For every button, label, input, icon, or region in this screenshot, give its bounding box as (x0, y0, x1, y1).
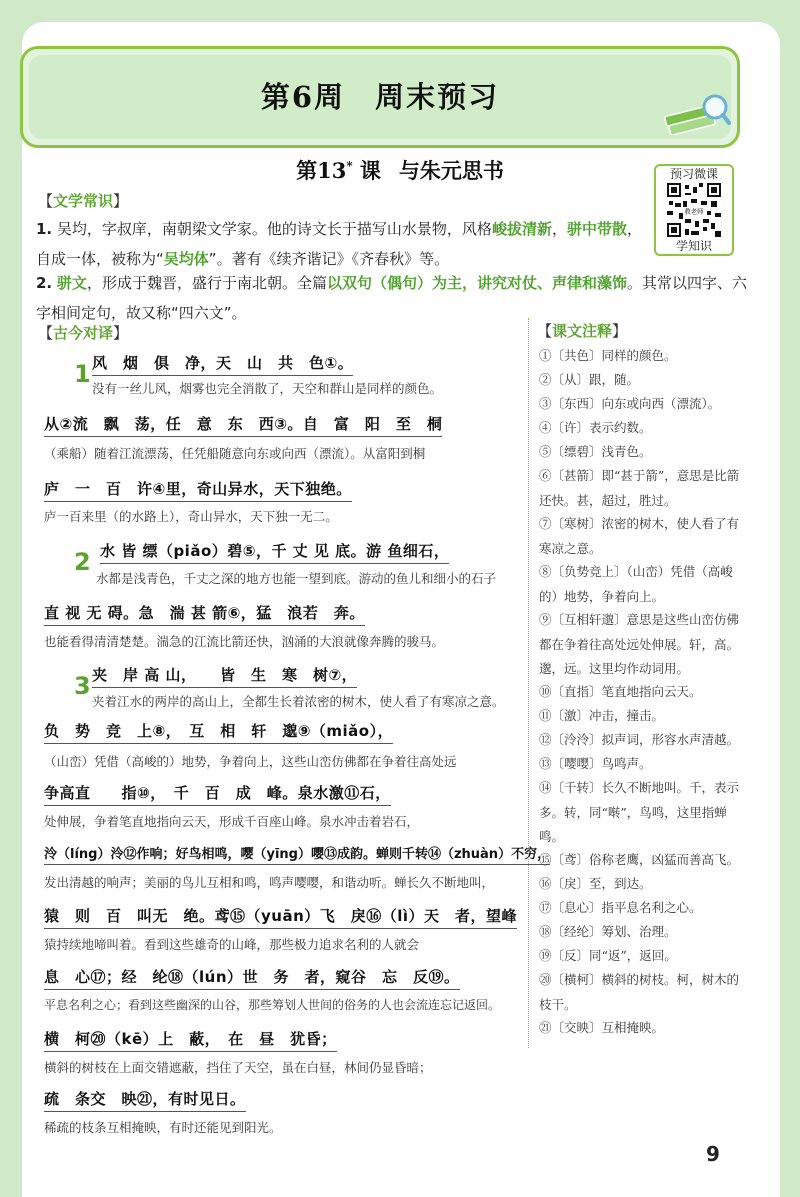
note-item: ⑬〔嘤嘤〕鸟鸣声。 (539, 756, 652, 771)
note-item: ⑥〔甚箭〕即“甚于箭”，意思是比箭还快。甚，超过，胜过。 (539, 468, 740, 508)
paragraph-number: 3 (74, 672, 91, 700)
translation-line: 发出清越的响声；美丽的鸟儿互相和鸣，鸣声嘤嘤，和谐动听。蝉长久不断地叫， (44, 875, 495, 890)
note-item: ⑧〔负势竞上〕（山峦）凭借（高峻的）地势，争着向上。 (539, 564, 733, 604)
literature-item-1: 1. 吴均，字叔庠，南朝梁文学家。他的诗文长于描写山水景物，风格峻拔清新，骈中带散，自成一体，被称为“吴均体”。著有《续齐谐记》《齐春秋》等。 (36, 220, 642, 268)
translation-line: 水都是浅青色，千丈之深的地方也能一望到底。游动的鱼儿和细小的石子 (96, 571, 497, 586)
original-line: 夹 岸 高 山， 皆 生 寒 树⑦， (92, 664, 357, 688)
note-item: ⑦〔寒树〕浓密的树木，使人看了有寒凉之意。 (539, 516, 740, 556)
original-line: 庐 一 百 许④里，奇山异水，天下独绝。 (44, 478, 352, 502)
note-item: ⑰〔息心〕指平息名利之心。 (539, 900, 702, 915)
translation-line: 夹着江水的两岸的高山上，全都生长着浓密的树木，使人看了有寒凉之意。 (92, 694, 505, 709)
paragraph-number: 2 (74, 548, 91, 576)
note-item: ⑮〔鸢〕俗称老鹰，凶猛而善高飞。 (539, 852, 740, 867)
translation-line: （山峦）凭借（高峻的）地势，争着向上，这些山峦仿佛都在争着往高处远 (44, 754, 457, 769)
original-line: 横 柯⑳（kē）上 蔽， 在 昼 犹昏； (44, 1028, 337, 1052)
original-line: 从②流 飘 荡，任 意 东 西③。自 富 阳 至 桐 (44, 413, 442, 437)
translation-line: （乘船）随着江流漂荡，任凭船随意向东或向西（漂流）。从富阳到桐 (44, 446, 426, 461)
original-line: 泠（líng）泠⑫作响；好鸟相鸣，嘤（yīng）嘤⑬成韵。蝉则千转⑭（zhuàn）不穷， (44, 843, 550, 865)
section-heading-notes: 【课文注释】 (537, 322, 628, 340)
page-number: 9 (706, 1142, 720, 1166)
note-item: ②〔从〕跟，随。 (539, 372, 640, 387)
note-item: ⑤〔缥碧〕浅青色。 (539, 444, 652, 459)
original-line: 猿 则 百 叫无 绝。鸢⑮（yuān）飞 戾⑯（lì）天 者，望峰 (44, 905, 517, 929)
original-line: 负 势 竞 上⑧， 互 相 轩 邈⑨（miǎo）， (44, 720, 393, 744)
original-line: 息 心⑰；经 纶⑱（lún）世 务 者，窥谷 忘 反⑲。 (44, 966, 460, 990)
note-item: ㉑〔交映〕互相掩映。 (539, 1020, 665, 1035)
translation-line: 没有一丝儿风，烟雾也完全消散了，天空和群山是同样的颜色。 (92, 381, 443, 396)
notes-column (528, 318, 748, 1048)
note-item: ⑲〔反〕同“返”，返回。 (539, 948, 677, 963)
qr-code-icon[interactable] (667, 183, 721, 237)
paragraph-number: 1 (74, 360, 91, 388)
translation-line: 横斜的树枝在上面交错遮蔽，挡住了天空，虽在白昼，林间仍显昏暗； (44, 1060, 432, 1075)
note-item: ⑳〔横柯〕横斜的树枝。柯，树木的枝干。 (539, 972, 740, 1012)
note-item: ⑯〔戾〕至，到达。 (539, 876, 652, 891)
translation-line: 猿持续地啼叫着。看到这些雄奇的山峰，那些极力追求名利的人就会 (44, 937, 420, 952)
translation-line: 平息名利之心；看到这些幽深的山谷，那些筹划人世间的俗务的人也会流连忘记返回。 (44, 998, 501, 1012)
original-line: 直 视 无 碍。急 湍 甚 箭⑥，猛 浪若 奔。 (44, 602, 365, 626)
week-banner (20, 46, 740, 148)
translation-line: 也能看得清清楚楚。湍急的江流比箭还快，汹涌的大浪就像奔腾的骏马。 (44, 634, 445, 649)
lesson-title: 第13* 课 与朱元思书 (296, 158, 504, 183)
translation-line: 稀疏的枝条互相掩映，有时还能见到阳光。 (44, 1120, 282, 1135)
translation-line: 处伸展，争着笔直地指向云天，形成千百座山峰。泉水冲击着岩石， (44, 814, 420, 829)
note-item: ⑩〔直指〕笔直地指向云天。 (539, 684, 702, 699)
note-item: ⑨〔互相轩邈〕意思是这些山峦仿佛都在争着往高处远处伸展。轩，高。邈，远。这里均作动词用。 (539, 612, 740, 676)
note-item: ⑭〔千转〕长久不断地叫。千，表示多。转，同“啭”，鸟鸣，这里指蝉鸣。 (539, 780, 740, 844)
original-line: 疏 条交 映㉑，有时见日。 (44, 1088, 246, 1112)
note-item: ⑱〔经纶〕筹划、治理。 (539, 924, 677, 939)
literature-item-2: 2. 骈文，形成于魏晋，盛行于南北朝。全篇以双句（偶句）为主，讲究对仗、声律和藻饰。其常以四字、六字相间定句，故又称“四六文”。 (36, 274, 747, 322)
week-title: 第6周 周末预习 (260, 80, 500, 114)
section-heading-translation: 【古今对译】 (38, 324, 129, 342)
note-item: ①〔共色〕同样的颜色。 (539, 348, 677, 363)
note-item: ④〔许〕表示约数。 (539, 420, 652, 435)
original-line: 水 皆 缥（piǎo）碧⑤，千 丈 见 底。游 鱼细石， (100, 540, 449, 564)
qr-card[interactable]: 预习微课 教老师 学知识 (654, 164, 734, 256)
section-heading-literature: 【文学常识】 (38, 192, 129, 210)
original-line: 风 烟 俱 净，天 山 共 色①。 (92, 352, 353, 376)
note-item: ③〔东西〕向东或向西（漂流）。 (539, 396, 721, 411)
translation-line: 庐一百来里（的水路上），奇山异水，天下独一无二。 (44, 509, 338, 524)
books-magnifier-icon (663, 89, 731, 135)
original-line: 争高直 指⑩， 千 百 成 峰。泉水激⑪石， (44, 782, 391, 806)
svg-text:教老师: 教老师 (684, 207, 704, 216)
note-item: ⑪〔激〕冲击，撞击。 (539, 708, 665, 723)
note-item: ⑫〔泠泠〕拟声词，形容水声清越。 (539, 732, 740, 747)
